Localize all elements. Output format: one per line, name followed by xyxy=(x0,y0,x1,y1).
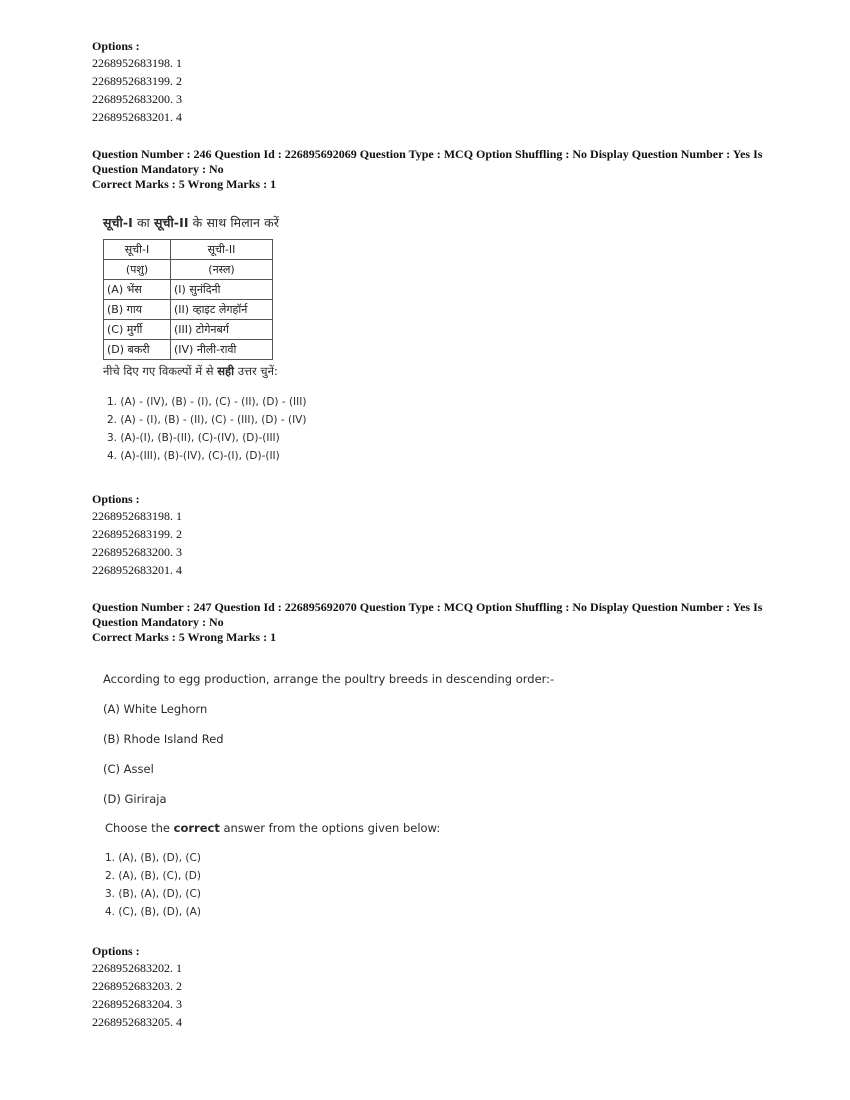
instruction-bold: correct xyxy=(173,821,220,835)
table-header-cell: सूची-II xyxy=(171,240,273,260)
table-cell: (C) मुर्गी xyxy=(104,320,171,340)
answer-choice: 4. (C), (B), (D), (A) xyxy=(105,906,201,918)
match-table xyxy=(103,239,273,360)
answer-choice: 1. (A), (B), (D), (C) xyxy=(105,852,201,864)
question-247-content xyxy=(103,672,703,922)
instruction-bold: सही xyxy=(217,364,235,378)
instruction-pre: नीचे दिए गए विकल्पों में से xyxy=(103,364,218,378)
table-row xyxy=(104,320,273,340)
instruction-post: उत्तर चुनें: xyxy=(234,364,278,378)
table-cell: (III) टोगेनबर्ग xyxy=(171,320,273,340)
answer-choice: 2. (A), (B), (C), (D) xyxy=(105,870,201,882)
option-line: 2268952683198. 1 xyxy=(92,509,182,523)
question-item: (C) Assel xyxy=(103,762,154,776)
options-heading: Options : xyxy=(92,944,140,958)
options-heading: Options : xyxy=(92,492,140,506)
table-subheader-cell: (नस्ल) xyxy=(171,260,273,280)
table-header-cell: सूची-I xyxy=(104,240,171,260)
answer-choice: 3. (B), (A), (D), (C) xyxy=(105,888,201,900)
table-cell: (D) बकरी xyxy=(104,340,171,360)
option-line: 2268952683200. 3 xyxy=(92,545,182,559)
table-cell: (B) गाय xyxy=(104,300,171,320)
table-cell: (I) सुनंदिनी xyxy=(171,280,273,300)
question-instruction xyxy=(103,364,306,379)
options-block-prev xyxy=(92,38,182,126)
answer-choices xyxy=(103,393,306,465)
marks-line: Correct Marks : 5 Wrong Marks : 1 xyxy=(92,630,277,644)
question-mandatory-line: Question Mandatory : No xyxy=(92,162,224,176)
question-247-header xyxy=(92,600,782,645)
option-line: 2268952683203. 2 xyxy=(92,979,182,993)
option-line: 2268952683198. 1 xyxy=(92,56,182,70)
question-item: (B) Rhode Island Red xyxy=(103,732,224,746)
answer-choice: 4. (A)-(III), (B)-(IV), (C)-(I), (D)-(II) xyxy=(107,450,280,462)
title-post: के साथ मिलान करें xyxy=(188,215,280,230)
answer-choice: 3. (A)-(I), (B)-(II), (C)-(IV), (D)-(III) xyxy=(107,432,280,444)
table-cell: (IV) नीली-रावी xyxy=(171,340,273,360)
answer-choice: 2. (A) - (I), (B) - (II), (C) - (III), (D) - (IV) xyxy=(107,414,307,426)
option-line: 2268952683201. 4 xyxy=(92,110,182,124)
option-line: 2268952683205. 4 xyxy=(92,1015,182,1029)
instruction-post: answer from the options given below: xyxy=(219,821,441,835)
option-line: 2268952683199. 2 xyxy=(92,527,182,541)
option-line: 2268952683201. 4 xyxy=(92,563,182,577)
table-row xyxy=(104,280,273,300)
title-list1: सूची-I xyxy=(103,215,133,230)
question-title: सूची-I का सूची-II के साथ मिलान करें xyxy=(103,215,280,230)
table-row xyxy=(104,300,273,320)
option-line: 2268952683204. 3 xyxy=(92,997,182,1011)
title-list2: सूची-II xyxy=(153,215,189,230)
table-row xyxy=(104,340,273,360)
question-item: (A) White Leghorn xyxy=(103,702,208,716)
question-246-header xyxy=(92,147,782,192)
marks-line: Correct Marks : 5 Wrong Marks : 1 xyxy=(92,177,277,191)
options-block-247 xyxy=(92,943,182,1031)
question-item: (D) Giriraja xyxy=(103,792,167,806)
question-meta-line: Question Number : 246 Question Id : 226895692069 Question Type : MCQ Option Shuffling : No Display Question Number : Yes Is xyxy=(92,147,763,161)
table-subheader-cell: (पशु) xyxy=(104,260,171,280)
option-line: 2268952683202. 1 xyxy=(92,961,182,975)
table-cell: (A) भेंस xyxy=(104,280,171,300)
answer-choice: 1. (A) - (IV), (B) - (I), (C) - (II), (D) - (III) xyxy=(107,396,307,408)
question-meta-line: Question Number : 247 Question Id : 226895692070 Question Type : MCQ Option Shuffling : No Display Question Number : Yes Is xyxy=(92,600,763,614)
question-instruction xyxy=(105,821,440,835)
question-246-content xyxy=(103,214,306,465)
option-line: 2268952683200. 3 xyxy=(92,92,182,106)
option-line: 2268952683199. 2 xyxy=(92,74,182,88)
options-heading: Options : xyxy=(92,39,140,53)
options-block-246 xyxy=(92,491,182,579)
question-mandatory-line: Question Mandatory : No xyxy=(92,615,224,629)
question-prompt: According to egg production, arrange the poultry breeds in descending order:- xyxy=(103,672,555,686)
table-cell: (II) व्हाइट लेगहॉर्न xyxy=(171,300,273,320)
instruction-pre: Choose the xyxy=(105,821,174,835)
